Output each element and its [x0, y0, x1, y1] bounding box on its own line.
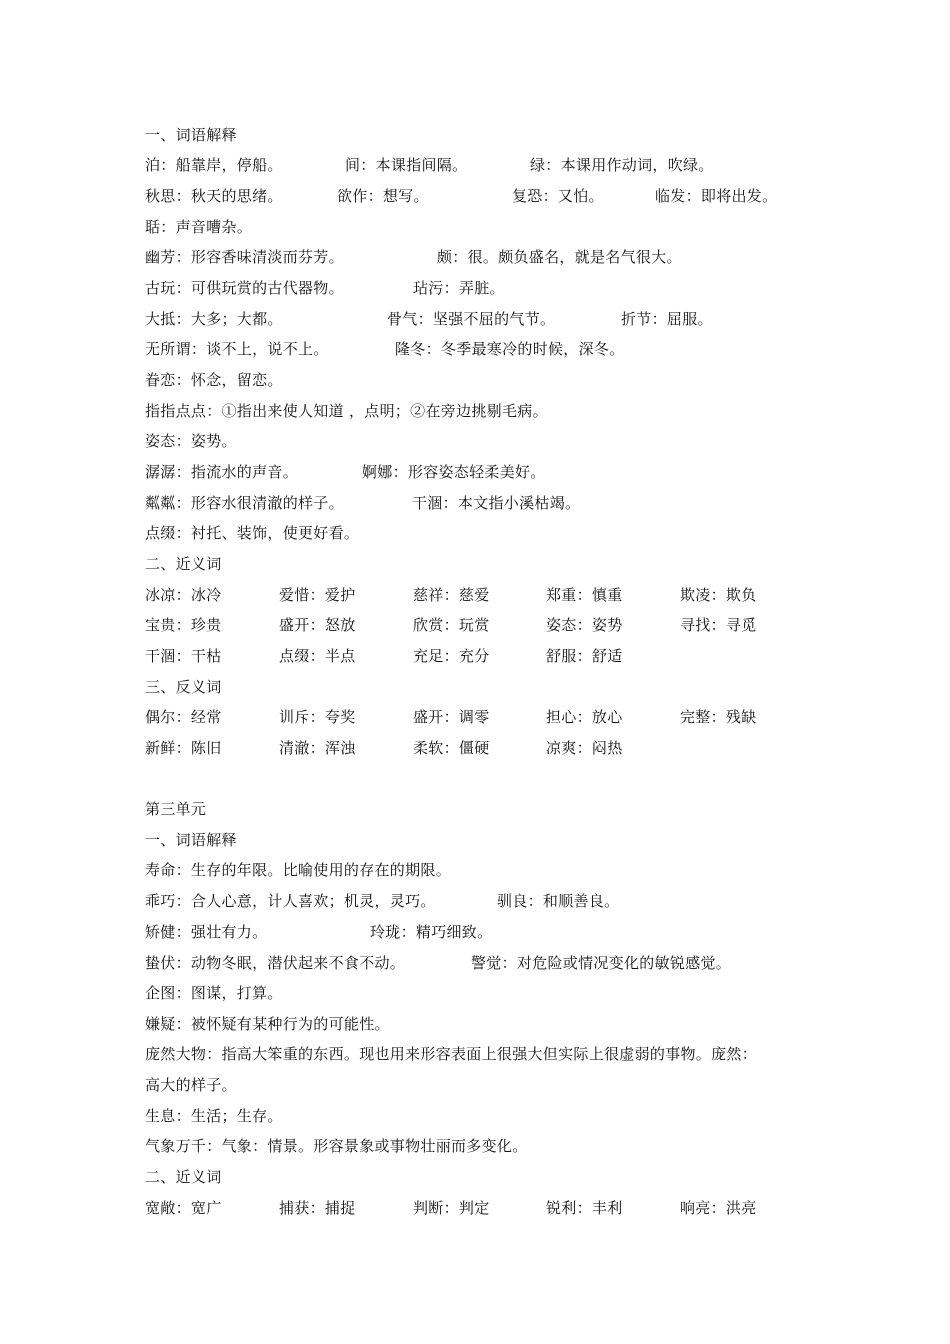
- definition-entry: 玲珑：精巧细致。: [370, 923, 493, 941]
- word-pair: 柔软：僵硬: [413, 739, 490, 757]
- definition-entry: 临发：即将出发。: [655, 187, 778, 205]
- definition-entry: 姿态：姿势。: [145, 432, 237, 450]
- definition-entry: 干涸：本文指小溪枯竭。: [412, 494, 581, 512]
- definition-entry: 矫健：强壮有力。: [145, 923, 268, 941]
- word-pair: 完整：残缺: [680, 708, 757, 726]
- word-pair: 偶尔：经常: [145, 708, 222, 726]
- definition-entry: 无所谓：谈不上，说不上。: [145, 340, 329, 358]
- definition-entry: 秋思：秋天的思绪。: [145, 187, 283, 205]
- word-pair: 舒服：舒适: [546, 647, 623, 665]
- word-pair: 宝贵：珍贵: [145, 616, 222, 634]
- word-pair: 凉爽：闷热: [546, 739, 623, 757]
- definition-entry: 大抵：大多；大都。: [145, 310, 283, 328]
- definition-entry: 庞然大物：指高大笨重的东西。现也用来形容表面上很强大但实际上很虚弱的事物。庞然：: [145, 1045, 758, 1063]
- definition-entry: 折节：屈服。: [621, 310, 713, 328]
- definition-entry: 乖巧：合人心意，计人喜欢；机灵，灵巧。: [145, 892, 436, 910]
- definition-entry: 气象万千：气象：情景。形容景象或事物壮丽而多变化。: [145, 1137, 528, 1155]
- definition-entry: 指指点点：①指出来使人知道 ，点明；②在旁边挑剔毛病。: [145, 402, 548, 420]
- definition-entry: 婀娜：形容姿态轻柔美好。: [362, 463, 546, 481]
- word-pair: 点缀：半点: [279, 647, 356, 665]
- definition-entry: 眷恋：怀念，留恋。: [145, 371, 283, 389]
- word-pair: 冰凉：冰冷: [145, 586, 222, 604]
- definition-entry: 欲作：想写。: [337, 187, 429, 205]
- definition-entry: 玷污：弄脏。: [413, 279, 505, 297]
- definition-entry: 聒：声音嘈杂。: [145, 218, 253, 236]
- definition-entry: 警觉：对危险或情况变化的敏锐感觉。: [471, 954, 732, 972]
- definition-entry: 寿命：生存的年限。比喻使用的存在的期限。: [145, 861, 452, 879]
- word-pair: 欺凌：欺负: [680, 586, 757, 604]
- definition-entry: 古玩：可供玩赏的古代器物。: [145, 279, 344, 297]
- word-pair: 宽敞：宽广: [145, 1199, 222, 1217]
- word-pair: 欣赏：玩赏: [413, 616, 490, 634]
- word-pair: 盛开：怒放: [279, 616, 356, 634]
- definition-entry: 骨气：坚强不屈的气节。: [387, 310, 556, 328]
- definition-entry: 驯良：和顺善良。: [497, 892, 620, 910]
- word-pair: 爱惜：爱护: [279, 586, 356, 604]
- definition-entry: 绿：本课用作动词，吹绿。: [530, 156, 714, 174]
- definition-entry: 点缀：衬托、装饰，使更好看。: [145, 524, 360, 542]
- word-pair: 盛开：调零: [413, 708, 490, 726]
- definition-entry: 高大的样子。: [145, 1076, 237, 1094]
- definition-entry: 颇：很。颇负盛名，就是名气很大。: [437, 248, 682, 266]
- word-pair: 清澈：浑浊: [279, 739, 356, 757]
- word-pair: 姿态：姿势: [546, 616, 623, 634]
- word-pair: 郑重：慎重: [546, 586, 623, 604]
- word-pair: 寻找：寻觅: [680, 616, 757, 634]
- definition-entry: 复恐：又怕。: [512, 187, 604, 205]
- word-pair: 新鲜：陈旧: [145, 739, 222, 757]
- definition-entry: 潺潺：指流水的声音。: [145, 463, 299, 481]
- word-pair: 捕获：捕捉: [279, 1199, 356, 1217]
- definition-entry: 生息：生活；生存。: [145, 1107, 283, 1125]
- definition-entry: 蛰伏：动物冬眠，潜伏起来不食不动。: [145, 954, 406, 972]
- definition-entry: 幽芳：形容香味清淡而芬芳。: [145, 248, 344, 266]
- word-pair: 判断：判定: [413, 1199, 490, 1217]
- word-pair: 充足：充分: [413, 647, 490, 665]
- word-pair: 响亮：洪亮: [680, 1199, 757, 1217]
- document-page: 一、词语解释 泊：船靠岸，停船。 间：本课指间隔。 绿：本课用作动词，吹绿。 秋思：秋天的思绪。 欲作：想写。 复恐：又怕。 临发：即将出发。 聒：声音嘈杂。 幽芳：形容香味清淡而芬芳。 颇：很。颇负盛名，就是名气很大。 古玩：可供玩赏的古代器物。 玷污：弄脏。 大抵：大多；大都。 骨气：坚强不屈的气节。 折节：屈服。 无所谓：谈不上，说不上。 隆冬：冬季最寒冷的时候，深冬。 眷恋：怀念，留恋。 指指点点：①指出来使人知道 ，点明；②在旁边挑剔毛病。 姿态：姿势。 潺潺：指流水的声音。 婀娜：形容姿态轻柔美好。 粼粼：形容水很清澈的样子。 干涸：本文指小溪枯竭。 点缀：衬托、装饰，使更好看。 二、近义词 冰凉：冰冷 爱惜：爱护 慈祥：慈爱 郑重：慎重 欺凌：欺负 宝贵：珍贵 盛开：怒放 欣赏：玩赏 姿态：姿势 寻找：寻觅 干涸：干枯 点缀：半点 充足：充分 舒服：舒适 三、反义词 偶尔：经常 训斥：夸奖 盛开：调零 担心：放心 完整：残缺 新鲜：陈旧 清澈：浑浊 柔软：僵硬 凉爽：闷热 第三单元 一、词语解释 寿命：生存的年限。比喻使用的存在的期限。 乖巧：合人心意，计人喜欢；机灵，灵巧。 驯良：和顺善良。 矫健：强壮有力。 玲珑：精巧细致。 蛰伏：动物冬眠，潜伏起来不食不动。 警觉：对危险或情况变化的敏锐感觉。 企图：图谋，打算。 嫌疑：被怀疑有某种行为的可能性。 庞然大物：指高大笨重的东西。现也用来形容表面上很强大但实际上很虚弱的事物。庞然： 高大的样子。 生息：生活；生存。 气象万千：气象：情景。形容景象或事物壮丽而多变化。 二、近义词 宽敞：宽广 捕获：捕捉 判断：判定 锐利：丰利 响亮：洪亮: [0, 0, 950, 1344]
- definition-entry: 企图：图谋，打算。: [145, 984, 283, 1002]
- definition-entry: 泊：船靠岸，停船。: [145, 156, 283, 174]
- word-pair: 锐利：丰利: [546, 1199, 623, 1217]
- word-pair: 慈祥：慈爱: [413, 586, 490, 604]
- definition-entry: 嫌疑：被怀疑有某种行为的可能性。: [145, 1015, 390, 1033]
- word-pair: 训斥：夸奖: [279, 708, 356, 726]
- definition-entry: 间：本课指间隔。: [345, 156, 468, 174]
- word-pair: 干涸：干枯: [145, 647, 222, 665]
- word-pair: 担心：放心: [546, 708, 623, 726]
- definition-entry: 粼粼：形容水很清澈的样子。: [145, 494, 344, 512]
- definition-entry: 隆冬：冬季最寒冷的时候，深冬。: [395, 340, 625, 358]
